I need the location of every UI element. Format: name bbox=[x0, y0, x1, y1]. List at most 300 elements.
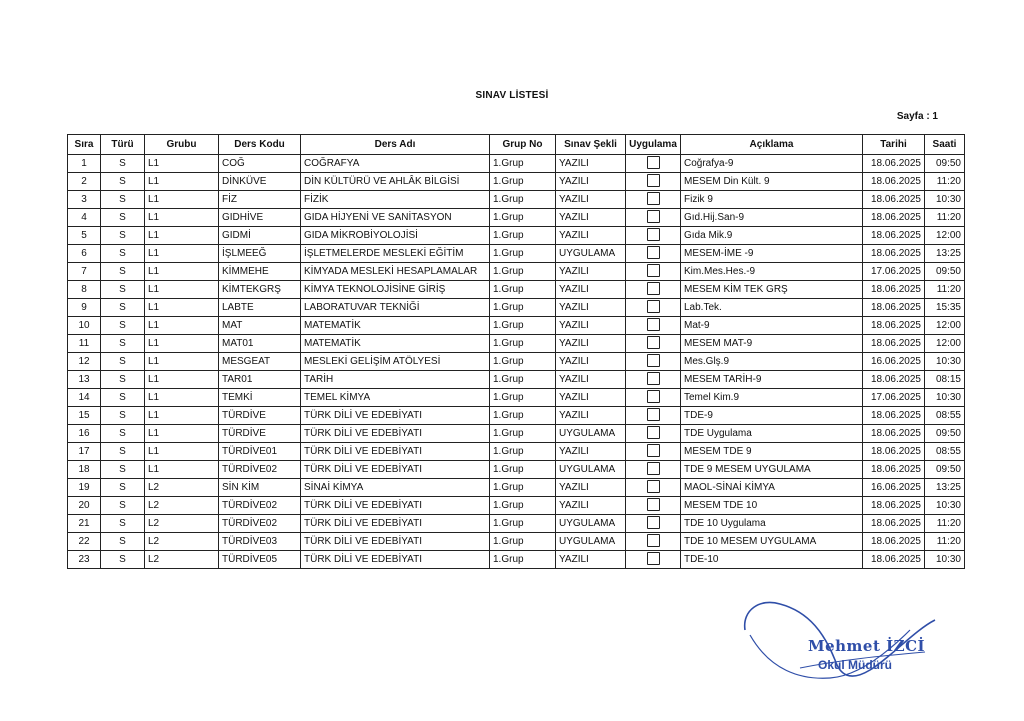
table-row bbox=[68, 389, 965, 407]
cell-sira: 3 bbox=[68, 191, 101, 209]
cell-uygulama bbox=[626, 425, 681, 443]
cell-ders-adi: TÜRK DİLİ VE EDEBİYATI bbox=[301, 407, 490, 425]
cell-tarihi: 18.06.2025 bbox=[863, 317, 925, 335]
cell-saati: 09:50 bbox=[925, 155, 965, 173]
table-row bbox=[68, 551, 965, 569]
cell-aciklama: MAOL-SİNAİ KİMYA bbox=[681, 479, 863, 497]
cell-saati: 12:00 bbox=[925, 317, 965, 335]
cell-turu: S bbox=[101, 389, 145, 407]
cell-tarihi: 18.06.2025 bbox=[863, 425, 925, 443]
cell-saati: 11:20 bbox=[925, 209, 965, 227]
cell-sinav-sekli: UYGULAMA bbox=[556, 425, 626, 443]
cell-sinav-sekli: YAZILI bbox=[556, 479, 626, 497]
cell-ders-adi: TÜRK DİLİ VE EDEBİYATI bbox=[301, 443, 490, 461]
uygulama-checkbox bbox=[647, 264, 660, 277]
cell-saati: 08:15 bbox=[925, 371, 965, 389]
cell-saati: 11:20 bbox=[925, 281, 965, 299]
table-row bbox=[68, 209, 965, 227]
cell-aciklama: TDE Uygulama bbox=[681, 425, 863, 443]
cell-turu: S bbox=[101, 407, 145, 425]
cell-sinav-sekli: YAZILI bbox=[556, 371, 626, 389]
cell-saati: 10:30 bbox=[925, 191, 965, 209]
cell-tarihi: 18.06.2025 bbox=[863, 497, 925, 515]
cell-sinav-sekli: UYGULAMA bbox=[556, 515, 626, 533]
cell-ders-kodu: GIDMİ bbox=[219, 227, 301, 245]
cell-uygulama bbox=[626, 263, 681, 281]
cell-grubu: L1 bbox=[145, 407, 219, 425]
cell-tarihi: 18.06.2025 bbox=[863, 209, 925, 227]
cell-tarihi: 18.06.2025 bbox=[863, 299, 925, 317]
cell-grubu: L1 bbox=[145, 245, 219, 263]
cell-tarihi: 18.06.2025 bbox=[863, 281, 925, 299]
cell-uygulama bbox=[626, 245, 681, 263]
table-row bbox=[68, 263, 965, 281]
table-row bbox=[68, 497, 965, 515]
table-row bbox=[68, 515, 965, 533]
cell-sinav-sekli: UYGULAMA bbox=[556, 461, 626, 479]
cell-grup-no: 1.Grup bbox=[490, 335, 556, 353]
cell-grubu: L1 bbox=[145, 299, 219, 317]
cell-ders-kodu: TÜRDİVE03 bbox=[219, 533, 301, 551]
cell-grubu: L2 bbox=[145, 479, 219, 497]
cell-sinav-sekli: UYGULAMA bbox=[556, 533, 626, 551]
header-ders-adi: Ders Adı bbox=[301, 135, 490, 155]
cell-turu: S bbox=[101, 317, 145, 335]
uygulama-checkbox bbox=[647, 228, 660, 241]
cell-grup-no: 1.Grup bbox=[490, 515, 556, 533]
header-sinav-sekli: Sınav Şekli bbox=[556, 135, 626, 155]
cell-grup-no: 1.Grup bbox=[490, 191, 556, 209]
cell-ders-adi: TÜRK DİLİ VE EDEBİYATI bbox=[301, 461, 490, 479]
cell-tarihi: 18.06.2025 bbox=[863, 461, 925, 479]
cell-aciklama: Lab.Tek. bbox=[681, 299, 863, 317]
cell-grubu: L1 bbox=[145, 443, 219, 461]
cell-uygulama bbox=[626, 227, 681, 245]
cell-turu: S bbox=[101, 335, 145, 353]
header-grup-no: Grup No bbox=[490, 135, 556, 155]
document-title: SINAV LİSTESİ bbox=[475, 90, 549, 101]
cell-saati: 11:20 bbox=[925, 173, 965, 191]
cell-sinav-sekli: YAZILI bbox=[556, 209, 626, 227]
cell-sinav-sekli: YAZILI bbox=[556, 551, 626, 569]
cell-sira: 18 bbox=[68, 461, 101, 479]
cell-ders-adi: GIDA HİJYENİ VE SANİTASYON bbox=[301, 209, 490, 227]
cell-saati: 10:30 bbox=[925, 497, 965, 515]
cell-saati: 10:30 bbox=[925, 389, 965, 407]
uygulama-checkbox bbox=[647, 156, 660, 169]
cell-saati: 15:35 bbox=[925, 299, 965, 317]
cell-grup-no: 1.Grup bbox=[490, 389, 556, 407]
cell-ders-kodu: İŞLMEEĞ bbox=[219, 245, 301, 263]
cell-ders-adi: TÜRK DİLİ VE EDEBİYATI bbox=[301, 551, 490, 569]
cell-sira: 11 bbox=[68, 335, 101, 353]
cell-sira: 9 bbox=[68, 299, 101, 317]
cell-aciklama: TDE 10 Uygulama bbox=[681, 515, 863, 533]
cell-ders-adi: KİMYA TEKNOLOJİSİNE GİRİŞ bbox=[301, 281, 490, 299]
cell-sinav-sekli: YAZILI bbox=[556, 191, 626, 209]
cell-turu: S bbox=[101, 443, 145, 461]
cell-grup-no: 1.Grup bbox=[490, 371, 556, 389]
table-row bbox=[68, 425, 965, 443]
cell-tarihi: 18.06.2025 bbox=[863, 533, 925, 551]
cell-sinav-sekli: YAZILI bbox=[556, 389, 626, 407]
cell-sinav-sekli: YAZILI bbox=[556, 299, 626, 317]
cell-sira: 4 bbox=[68, 209, 101, 227]
cell-saati: 11:20 bbox=[925, 533, 965, 551]
cell-turu: S bbox=[101, 227, 145, 245]
cell-grup-no: 1.Grup bbox=[490, 353, 556, 371]
cell-sinav-sekli: YAZILI bbox=[556, 155, 626, 173]
cell-uygulama bbox=[626, 389, 681, 407]
cell-grubu: L1 bbox=[145, 155, 219, 173]
cell-turu: S bbox=[101, 281, 145, 299]
cell-ders-adi: TÜRK DİLİ VE EDEBİYATI bbox=[301, 533, 490, 551]
cell-uygulama bbox=[626, 209, 681, 227]
cell-grup-no: 1.Grup bbox=[490, 173, 556, 191]
cell-uygulama bbox=[626, 335, 681, 353]
cell-turu: S bbox=[101, 299, 145, 317]
header-uygulama: Uygulama bbox=[626, 135, 681, 155]
cell-aciklama: Fizik 9 bbox=[681, 191, 863, 209]
cell-turu: S bbox=[101, 191, 145, 209]
cell-ders-kodu: KİMMEHE bbox=[219, 263, 301, 281]
table-row bbox=[68, 461, 965, 479]
signature-title: Okul Müdürü bbox=[818, 658, 892, 672]
cell-ders-kodu: DİNKÜVE bbox=[219, 173, 301, 191]
cell-grubu: L2 bbox=[145, 497, 219, 515]
table-row bbox=[68, 443, 965, 461]
cell-sinav-sekli: UYGULAMA bbox=[556, 245, 626, 263]
cell-ders-adi: MATEMATİK bbox=[301, 335, 490, 353]
cell-ders-adi: DİN KÜLTÜRÜ VE AHLÂK BİLGİSİ bbox=[301, 173, 490, 191]
cell-uygulama bbox=[626, 155, 681, 173]
cell-ders-kodu: TÜRDİVE05 bbox=[219, 551, 301, 569]
cell-turu: S bbox=[101, 515, 145, 533]
cell-tarihi: 18.06.2025 bbox=[863, 155, 925, 173]
exam-list-table bbox=[67, 134, 965, 569]
cell-sira: 8 bbox=[68, 281, 101, 299]
cell-ders-adi: TÜRK DİLİ VE EDEBİYATI bbox=[301, 515, 490, 533]
uygulama-checkbox bbox=[647, 354, 660, 367]
cell-ders-kodu: TÜRDİVE bbox=[219, 425, 301, 443]
cell-sira: 10 bbox=[68, 317, 101, 335]
table-row bbox=[68, 191, 965, 209]
cell-ders-kodu: TÜRDİVE01 bbox=[219, 443, 301, 461]
uygulama-checkbox bbox=[647, 318, 660, 331]
cell-tarihi: 18.06.2025 bbox=[863, 551, 925, 569]
cell-aciklama: TDE-10 bbox=[681, 551, 863, 569]
cell-grubu: L1 bbox=[145, 461, 219, 479]
cell-sinav-sekli: YAZILI bbox=[556, 443, 626, 461]
cell-grup-no: 1.Grup bbox=[490, 425, 556, 443]
cell-turu: S bbox=[101, 155, 145, 173]
uygulama-checkbox bbox=[647, 390, 660, 403]
cell-aciklama: Mat-9 bbox=[681, 317, 863, 335]
cell-ders-adi: GIDA MİKROBİYOLOJİSİ bbox=[301, 227, 490, 245]
cell-ders-kodu: SİN KİM bbox=[219, 479, 301, 497]
cell-aciklama: Gıda Mik.9 bbox=[681, 227, 863, 245]
cell-aciklama: MESEM TDE 10 bbox=[681, 497, 863, 515]
cell-grubu: L1 bbox=[145, 317, 219, 335]
cell-sira: 2 bbox=[68, 173, 101, 191]
cell-ders-kodu: MAT bbox=[219, 317, 301, 335]
cell-tarihi: 18.06.2025 bbox=[863, 173, 925, 191]
cell-uygulama bbox=[626, 353, 681, 371]
cell-turu: S bbox=[101, 173, 145, 191]
cell-grubu: L1 bbox=[145, 173, 219, 191]
cell-sinav-sekli: YAZILI bbox=[556, 335, 626, 353]
cell-uygulama bbox=[626, 281, 681, 299]
cell-aciklama: Temel Kim.9 bbox=[681, 389, 863, 407]
cell-saati: 13:25 bbox=[925, 245, 965, 263]
uygulama-checkbox bbox=[647, 372, 660, 385]
cell-aciklama: MESEM MAT-9 bbox=[681, 335, 863, 353]
table-row bbox=[68, 335, 965, 353]
cell-tarihi: 18.06.2025 bbox=[863, 245, 925, 263]
cell-saati: 08:55 bbox=[925, 407, 965, 425]
cell-grubu: L1 bbox=[145, 425, 219, 443]
table-row bbox=[68, 299, 965, 317]
cell-turu: S bbox=[101, 479, 145, 497]
cell-sinav-sekli: YAZILI bbox=[556, 317, 626, 335]
cell-grubu: L2 bbox=[145, 533, 219, 551]
cell-ders-adi: SİNAİ KİMYA bbox=[301, 479, 490, 497]
cell-uygulama bbox=[626, 533, 681, 551]
cell-sira: 5 bbox=[68, 227, 101, 245]
table-row bbox=[68, 407, 965, 425]
cell-aciklama: Kim.Mes.Hes.-9 bbox=[681, 263, 863, 281]
cell-turu: S bbox=[101, 263, 145, 281]
uygulama-checkbox bbox=[647, 534, 660, 547]
cell-grubu: L1 bbox=[145, 353, 219, 371]
header-sira: Sıra bbox=[68, 135, 101, 155]
cell-sira: 20 bbox=[68, 497, 101, 515]
header-grubu: Grubu bbox=[145, 135, 219, 155]
cell-sira: 1 bbox=[68, 155, 101, 173]
cell-tarihi: 18.06.2025 bbox=[863, 443, 925, 461]
cell-sinav-sekli: YAZILI bbox=[556, 281, 626, 299]
cell-ders-adi: TÜRK DİLİ VE EDEBİYATI bbox=[301, 497, 490, 515]
table-row bbox=[68, 155, 965, 173]
uygulama-checkbox bbox=[647, 336, 660, 349]
cell-sinav-sekli: YAZILI bbox=[556, 227, 626, 245]
uygulama-checkbox bbox=[647, 174, 660, 187]
cell-grubu: L1 bbox=[145, 191, 219, 209]
cell-saati: 11:20 bbox=[925, 515, 965, 533]
table-row bbox=[68, 173, 965, 191]
table-row bbox=[68, 317, 965, 335]
cell-grup-no: 1.Grup bbox=[490, 227, 556, 245]
uygulama-checkbox bbox=[647, 462, 660, 475]
cell-ders-kodu: COĞ bbox=[219, 155, 301, 173]
uygulama-checkbox bbox=[647, 480, 660, 493]
cell-grubu: L1 bbox=[145, 209, 219, 227]
cell-grup-no: 1.Grup bbox=[490, 263, 556, 281]
cell-saati: 10:30 bbox=[925, 551, 965, 569]
cell-tarihi: 17.06.2025 bbox=[863, 263, 925, 281]
cell-uygulama bbox=[626, 461, 681, 479]
cell-grup-no: 1.Grup bbox=[490, 479, 556, 497]
table-row bbox=[68, 533, 965, 551]
cell-grubu: L1 bbox=[145, 371, 219, 389]
cell-ders-adi: MATEMATİK bbox=[301, 317, 490, 335]
cell-uygulama bbox=[626, 497, 681, 515]
table-row bbox=[68, 227, 965, 245]
cell-saati: 09:50 bbox=[925, 263, 965, 281]
cell-grup-no: 1.Grup bbox=[490, 155, 556, 173]
cell-grup-no: 1.Grup bbox=[490, 407, 556, 425]
cell-sira: 21 bbox=[68, 515, 101, 533]
cell-tarihi: 18.06.2025 bbox=[863, 407, 925, 425]
cell-turu: S bbox=[101, 371, 145, 389]
cell-turu: S bbox=[101, 551, 145, 569]
cell-grup-no: 1.Grup bbox=[490, 317, 556, 335]
cell-ders-kodu: TÜRDİVE02 bbox=[219, 461, 301, 479]
cell-ders-adi: TÜRK DİLİ VE EDEBİYATI bbox=[301, 425, 490, 443]
signature-name: Mehmet İZCİ bbox=[808, 637, 926, 655]
cell-grup-no: 1.Grup bbox=[490, 443, 556, 461]
cell-saati: 09:50 bbox=[925, 461, 965, 479]
header-aciklama: Açıklama bbox=[681, 135, 863, 155]
cell-uygulama bbox=[626, 173, 681, 191]
cell-grubu: L2 bbox=[145, 551, 219, 569]
uygulama-checkbox bbox=[647, 498, 660, 511]
header-ders-kodu: Ders Kodu bbox=[219, 135, 301, 155]
cell-aciklama: TDE-9 bbox=[681, 407, 863, 425]
cell-ders-adi: FİZİK bbox=[301, 191, 490, 209]
cell-grubu: L1 bbox=[145, 263, 219, 281]
uygulama-checkbox bbox=[647, 444, 660, 457]
cell-saati: 12:00 bbox=[925, 227, 965, 245]
cell-turu: S bbox=[101, 209, 145, 227]
cell-grubu: L1 bbox=[145, 227, 219, 245]
cell-ders-adi: LABORATUVAR TEKNİĞİ bbox=[301, 299, 490, 317]
cell-saati: 10:30 bbox=[925, 353, 965, 371]
cell-uygulama bbox=[626, 479, 681, 497]
cell-ders-kodu: KİMTEKGRŞ bbox=[219, 281, 301, 299]
table-row bbox=[68, 281, 965, 299]
cell-uygulama bbox=[626, 317, 681, 335]
cell-grup-no: 1.Grup bbox=[490, 299, 556, 317]
cell-turu: S bbox=[101, 461, 145, 479]
table-row bbox=[68, 479, 965, 497]
cell-sinav-sekli: YAZILI bbox=[556, 173, 626, 191]
cell-aciklama: MESEM Din Kült. 9 bbox=[681, 173, 863, 191]
uygulama-checkbox bbox=[647, 246, 660, 259]
uygulama-checkbox bbox=[647, 408, 660, 421]
cell-ders-adi: COĞRAFYA bbox=[301, 155, 490, 173]
cell-tarihi: 17.06.2025 bbox=[863, 389, 925, 407]
cell-saati: 08:55 bbox=[925, 443, 965, 461]
table-row bbox=[68, 371, 965, 389]
cell-ders-adi: MESLEKİ GELİŞİM ATÖLYESİ bbox=[301, 353, 490, 371]
cell-saati: 13:25 bbox=[925, 479, 965, 497]
cell-tarihi: 18.06.2025 bbox=[863, 227, 925, 245]
cell-grubu: L1 bbox=[145, 389, 219, 407]
cell-ders-adi: KİMYADA MESLEKİ HESAPLAMALAR bbox=[301, 263, 490, 281]
cell-grup-no: 1.Grup bbox=[490, 533, 556, 551]
cell-grubu: L1 bbox=[145, 281, 219, 299]
cell-uygulama bbox=[626, 371, 681, 389]
cell-uygulama bbox=[626, 299, 681, 317]
cell-aciklama: MESEM TARİH-9 bbox=[681, 371, 863, 389]
table-row bbox=[68, 245, 965, 263]
cell-sinav-sekli: YAZILI bbox=[556, 353, 626, 371]
cell-uygulama bbox=[626, 191, 681, 209]
cell-sira: 22 bbox=[68, 533, 101, 551]
cell-turu: S bbox=[101, 245, 145, 263]
page-number: Sayfa : 1 bbox=[896, 111, 938, 122]
cell-uygulama bbox=[626, 443, 681, 461]
uygulama-checkbox bbox=[647, 300, 660, 313]
cell-uygulama bbox=[626, 515, 681, 533]
cell-tarihi: 16.06.2025 bbox=[863, 353, 925, 371]
uygulama-checkbox bbox=[647, 552, 660, 565]
cell-ders-adi: TARİH bbox=[301, 371, 490, 389]
cell-sira: 17 bbox=[68, 443, 101, 461]
cell-sira: 13 bbox=[68, 371, 101, 389]
cell-tarihi: 18.06.2025 bbox=[863, 335, 925, 353]
cell-aciklama: MESEM TDE 9 bbox=[681, 443, 863, 461]
cell-ders-kodu: TEMKİ bbox=[219, 389, 301, 407]
cell-sinav-sekli: YAZILI bbox=[556, 497, 626, 515]
uygulama-checkbox bbox=[647, 282, 660, 295]
cell-ders-kodu: FİZ bbox=[219, 191, 301, 209]
cell-tarihi: 18.06.2025 bbox=[863, 371, 925, 389]
cell-sira: 15 bbox=[68, 407, 101, 425]
header-saati: Saati bbox=[925, 135, 965, 155]
cell-sira: 7 bbox=[68, 263, 101, 281]
cell-turu: S bbox=[101, 497, 145, 515]
cell-sira: 16 bbox=[68, 425, 101, 443]
cell-ders-kodu: MESGEAT bbox=[219, 353, 301, 371]
cell-grubu: L2 bbox=[145, 515, 219, 533]
cell-sira: 19 bbox=[68, 479, 101, 497]
cell-ders-kodu: LABTE bbox=[219, 299, 301, 317]
uygulama-checkbox bbox=[647, 210, 660, 223]
cell-ders-kodu: TÜRDİVE02 bbox=[219, 497, 301, 515]
header-tarihi: Tarihi bbox=[863, 135, 925, 155]
cell-grup-no: 1.Grup bbox=[490, 497, 556, 515]
cell-aciklama: TDE 9 MESEM UYGULAMA bbox=[681, 461, 863, 479]
cell-ders-adi: TEMEL KİMYA bbox=[301, 389, 490, 407]
cell-grup-no: 1.Grup bbox=[490, 461, 556, 479]
cell-aciklama: MESEM-İME -9 bbox=[681, 245, 863, 263]
cell-turu: S bbox=[101, 533, 145, 551]
cell-sira: 12 bbox=[68, 353, 101, 371]
uygulama-checkbox bbox=[647, 426, 660, 439]
cell-grup-no: 1.Grup bbox=[490, 209, 556, 227]
cell-turu: S bbox=[101, 425, 145, 443]
cell-ders-kodu: TAR01 bbox=[219, 371, 301, 389]
cell-ders-kodu: TÜRDİVE bbox=[219, 407, 301, 425]
cell-ders-kodu: MAT01 bbox=[219, 335, 301, 353]
cell-grubu: L1 bbox=[145, 335, 219, 353]
cell-tarihi: 16.06.2025 bbox=[863, 479, 925, 497]
cell-turu: S bbox=[101, 353, 145, 371]
cell-aciklama: Coğrafya-9 bbox=[681, 155, 863, 173]
cell-sira: 6 bbox=[68, 245, 101, 263]
cell-aciklama: MESEM KİM TEK GRŞ bbox=[681, 281, 863, 299]
table-row bbox=[68, 353, 965, 371]
cell-sinav-sekli: YAZILI bbox=[556, 263, 626, 281]
cell-aciklama: Mes.Glş.9 bbox=[681, 353, 863, 371]
cell-aciklama: Gıd.Hij.San-9 bbox=[681, 209, 863, 227]
cell-aciklama: TDE 10 MESEM UYGULAMA bbox=[681, 533, 863, 551]
cell-uygulama bbox=[626, 407, 681, 425]
cell-grup-no: 1.Grup bbox=[490, 551, 556, 569]
cell-ders-kodu: TÜRDİVE02 bbox=[219, 515, 301, 533]
